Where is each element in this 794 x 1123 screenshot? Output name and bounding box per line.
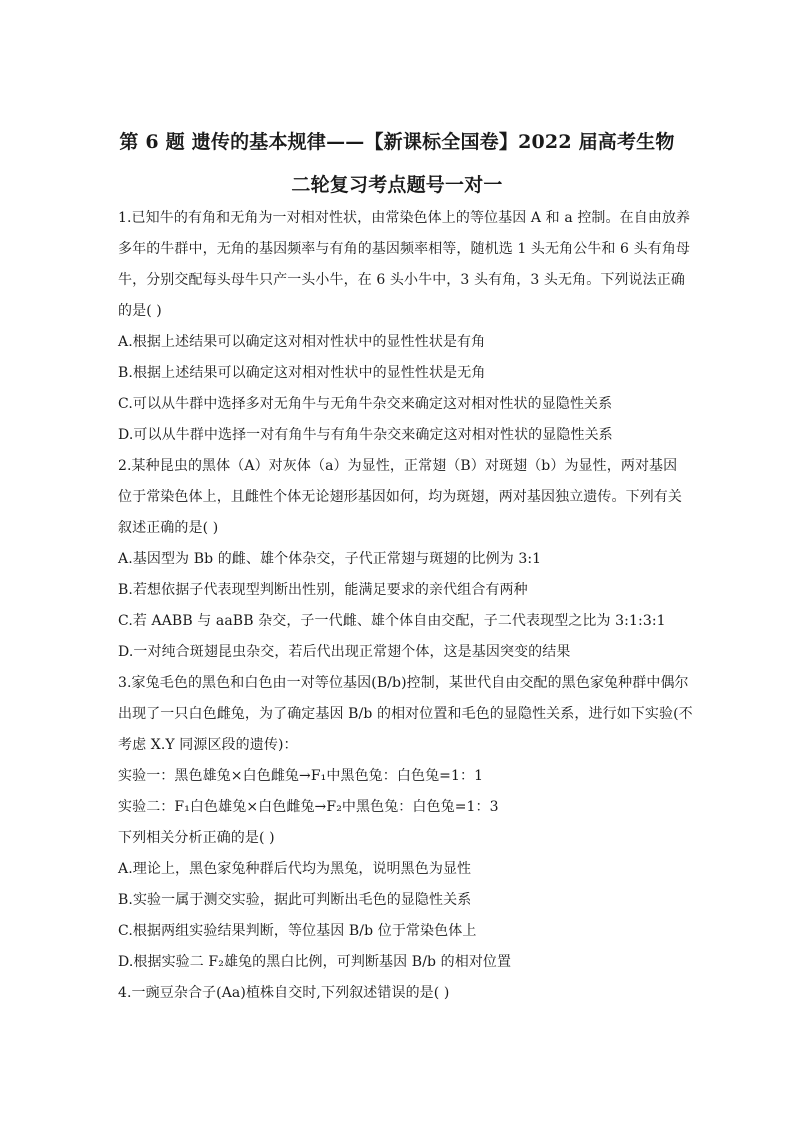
option-line: A.根据上述结果可以确定这对相对性状中的显性性状是有角 <box>118 334 486 350</box>
option-line: A.理论上，黑色家兔种群后代均为黑兔，说明黑色为显性 <box>118 861 472 877</box>
text-line: 下列相关分析正确的是( ) <box>118 830 275 846</box>
option-line: A.基因型为 Bb 的雌、雄个体杂交，子代正常翅与斑翅的比例为 3:1 <box>118 551 542 567</box>
text-line: 考虑 X.Y 同源区段的遗传)： <box>118 737 298 753</box>
option-line: B.实验一属于测交实验，据此可判断出毛色的显隐性关系 <box>118 892 472 908</box>
option-line: C.若 AABB 与 aaBB 杂交，子一代雌、雄个体自由交配，子二代表现型之比为 3:1:3:1 <box>118 613 666 629</box>
option-line: D.一对纯合斑翅昆虫杂交，若后代出现正常翅个体，这是基因突变的结果 <box>118 644 571 660</box>
option-line: D.根据实验二 F₂雄兔的黑白比例，可判断基因 B/b 的相对位置 <box>118 954 512 970</box>
option-line: B.若想依据子代表现型判断出性别，能满足要求的亲代组合有两种 <box>118 582 528 598</box>
text-line: 4.一豌豆杂合子(Aa)植株自交时,下列叙述错误的是( ) <box>118 985 450 1001</box>
text-line: 位于常染色体上，且雌性个体无论翅形基因如何，均为斑翅，两对基因独立遗传。下列有关 <box>118 489 682 505</box>
document-body <box>118 203 693 1009</box>
text-line: 多年的牛群中，无角的基因频率与有角的基因频率相等，随机选 1 头无角公牛和 6 头有角母 <box>118 241 691 257</box>
text-line: 1.已知牛的有角和无角为一对相对性状，由常染色体上的等位基因 A 和 a 控制。在自由放养 <box>118 210 691 226</box>
text-line: 2.某种昆虫的黑体（A）对灰体（a）为显性，正常翅（B）对斑翅（b）为显性，两对基因 <box>118 458 678 474</box>
text-line: 牛，分别交配每头母牛只产一头小牛，在 6 头小牛中，3 头有角，3 头无角。下列说法正确 <box>118 272 685 288</box>
document-title-line-1: 第 6 题 遗传的基本规律——【新课标全国卷】2022 届高考生物 <box>119 131 675 153</box>
option-line: D.可以从牛群中选择一对有角牛与有角牛杂交来确定这对相对性状的显隐性关系 <box>118 427 613 443</box>
experiment-line: 实验二：F₁白色雄兔×白色雌兔→F₂中黑色兔：白色兔=1：3 <box>118 799 499 815</box>
text-line: 的是( ) <box>118 303 162 319</box>
document-title-line-2: 二轮复习考点题号一对一 <box>291 174 503 196</box>
option-line: C.根据两组实验结果判断，等位基因 B/b 位于常染色体上 <box>118 923 477 939</box>
text-line: 叙述正确的是( ) <box>118 520 219 536</box>
text-line: 出现了一只白色雌兔，为了确定基因 B/b 的相对位置和毛色的显隐性关系，进行如下实验(不 <box>118 706 693 722</box>
option-line: B.根据上述结果可以确定这对相对性状中的显性性状是无角 <box>118 365 486 381</box>
option-line: C.可以从牛群中选择多对无角牛与无角牛杂交来确定这对相对性状的显隐性关系 <box>118 396 613 412</box>
experiment-line: 实验一：黑色雄兔×白色雌兔→F₁中黑色兔：白色兔=1：1 <box>118 768 484 784</box>
text-line: 3.家兔毛色的黑色和白色由一对等位基因(B/b)控制，某世代自由交配的黑色家兔种群中偶尔 <box>118 675 689 691</box>
